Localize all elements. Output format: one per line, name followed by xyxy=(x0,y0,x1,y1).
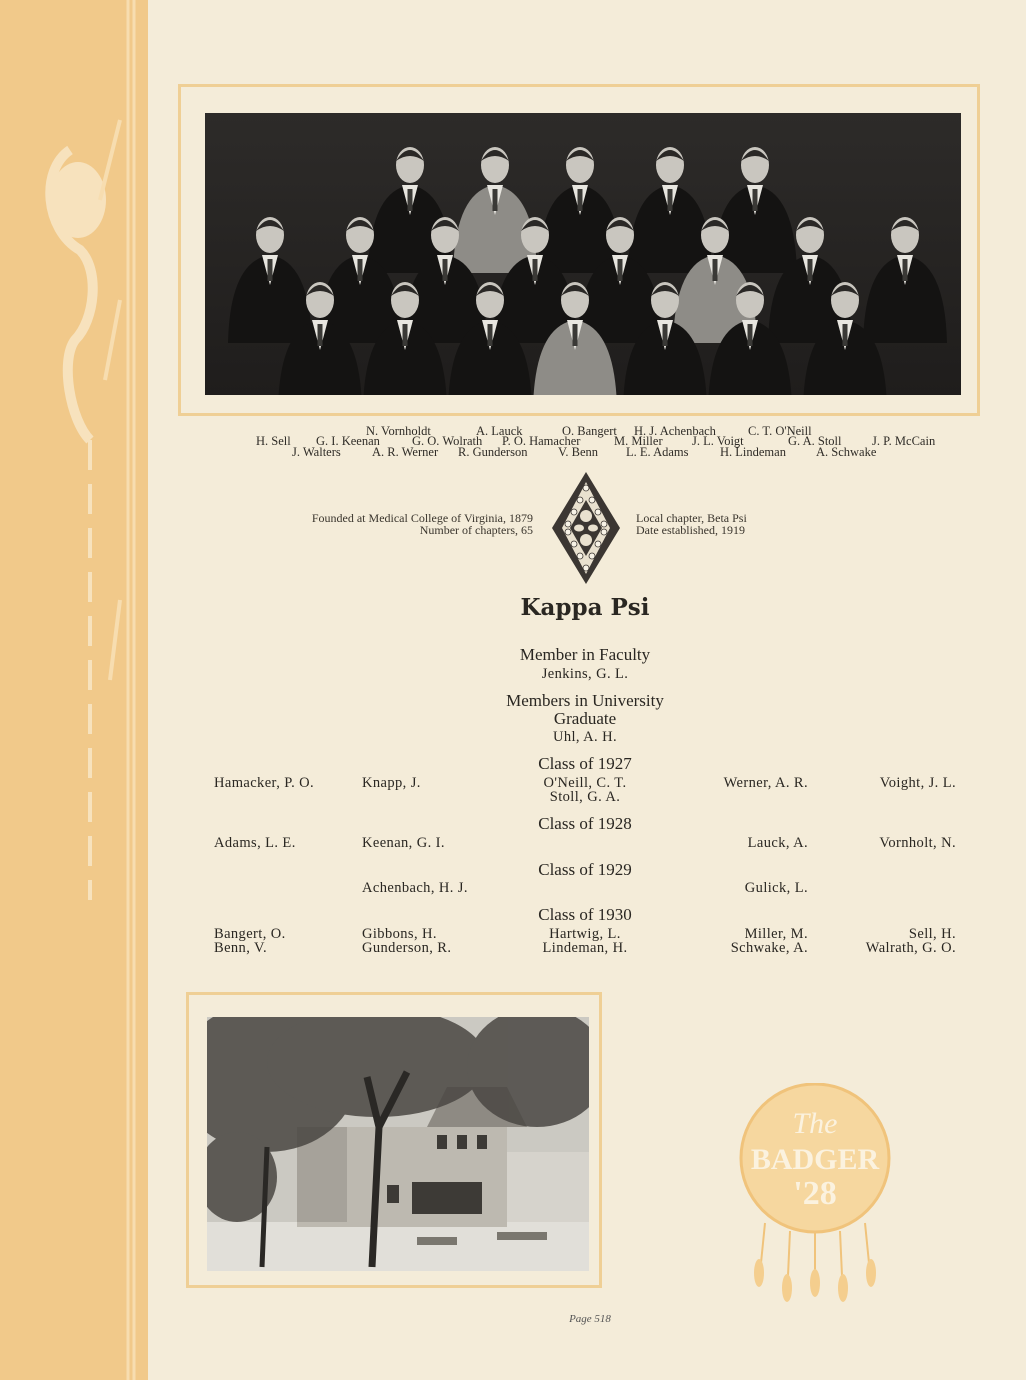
class-1928-heading: Class of 1928 xyxy=(538,814,632,833)
member-name: Werner, A. R. xyxy=(723,775,808,791)
class-1927-heading: Class of 1927 xyxy=(538,754,632,773)
member-name: Miller, M. xyxy=(744,926,808,942)
local-chapter-info xyxy=(636,512,747,536)
caption-name: J. L. Voigt xyxy=(692,434,744,448)
member-name: Benn, V. xyxy=(214,940,268,956)
group-photo-frame xyxy=(178,84,980,416)
caption-name: C. T. O'Neill xyxy=(748,424,812,438)
badger-emblem xyxy=(735,1083,895,1303)
member-name: Bangert, O. xyxy=(214,926,286,942)
caption-name: H. Sell xyxy=(256,434,291,448)
class-1929-heading: Class of 1929 xyxy=(538,860,632,879)
graduate-name: Uhl, A. H. xyxy=(552,729,618,745)
group-photo xyxy=(205,113,961,395)
member-name: Sell, H. xyxy=(908,926,956,942)
caption-name: A. Schwake xyxy=(816,445,877,459)
emblem-the: The xyxy=(792,1107,838,1140)
emblem-year: '28 xyxy=(793,1175,837,1212)
member-name: Gunderson, R. xyxy=(362,940,452,956)
caption-name: O. Bangert xyxy=(562,424,617,438)
established-line: Date established, 1919 xyxy=(636,523,745,537)
founded-info xyxy=(250,512,533,536)
house-photo xyxy=(207,1017,589,1271)
decorative-margin xyxy=(0,0,148,1380)
class-1930-heading: Class of 1930 xyxy=(538,905,632,924)
member-name: Lindeman, H. xyxy=(542,940,628,956)
caption-name: H. Lindeman xyxy=(720,445,786,459)
member-name: Walrath, G. O. xyxy=(865,940,956,956)
member-name: Hartwig, L. xyxy=(549,926,621,942)
caption-name: N. Vornholdt xyxy=(366,424,431,438)
caption-name: J. P. McCain xyxy=(872,434,936,448)
caption-name: R. Gunderson xyxy=(458,445,528,459)
emblem-badger: BADGER xyxy=(750,1143,880,1176)
fraternity-badge-icon xyxy=(550,470,622,586)
member-name: Gibbons, H. xyxy=(362,926,437,942)
member-name: Lauck, A. xyxy=(747,835,808,851)
caption-name: L. E. Adams xyxy=(626,445,689,459)
caption-name: G. O. Wolrath xyxy=(412,434,483,448)
member-name: Hamacker, P. O. xyxy=(214,775,315,791)
caption-name: J. Walters xyxy=(292,445,341,459)
caption-name: P. O. Hamacher xyxy=(502,434,581,448)
page-number: Page 518 xyxy=(569,1313,611,1325)
chapters-line: Number of chapters, 65 xyxy=(419,523,533,537)
caption-name: H. J. Achenbach xyxy=(634,424,716,438)
member-name: Schwake, A. xyxy=(730,940,808,956)
caption-name: A. R. Werner xyxy=(372,445,439,459)
member-name: Vornholt, N. xyxy=(879,835,956,851)
tree-ornament xyxy=(0,0,148,1380)
caption-name: G. A. Stoll xyxy=(788,434,842,448)
founded-line: Founded at Medical College of Virginia, 1879 xyxy=(311,511,533,525)
member-name: Keenan, G. I. xyxy=(362,835,445,851)
caption-name: G. I. Keenan xyxy=(316,434,380,448)
caption-name: V. Benn xyxy=(558,445,599,459)
member-name: Adams, L. E. xyxy=(214,835,296,851)
caption-name: A. Lauck xyxy=(476,424,523,438)
graduate-subheading: Graduate xyxy=(553,709,617,728)
member-name: Stoll, G. A. xyxy=(549,789,621,805)
caption-name: M. Miller xyxy=(614,434,663,448)
member-name: O'Neill, C. T. xyxy=(543,775,627,791)
faculty-heading: Member in Faculty xyxy=(519,645,651,664)
page-title: Kappa Psi xyxy=(520,594,650,621)
member-name: Achenbach, H. J. xyxy=(362,880,468,896)
university-heading: Members in University xyxy=(506,691,664,710)
local-chapter-line: Local chapter, Beta Psi xyxy=(636,511,747,525)
faculty-name: Jenkins, G. L. xyxy=(541,666,629,682)
house-photo-frame xyxy=(186,992,602,1288)
member-name: Voight, J. L. xyxy=(879,775,956,791)
member-name: Gulick, L. xyxy=(744,880,808,896)
member-name: Knapp, J. xyxy=(362,775,421,791)
